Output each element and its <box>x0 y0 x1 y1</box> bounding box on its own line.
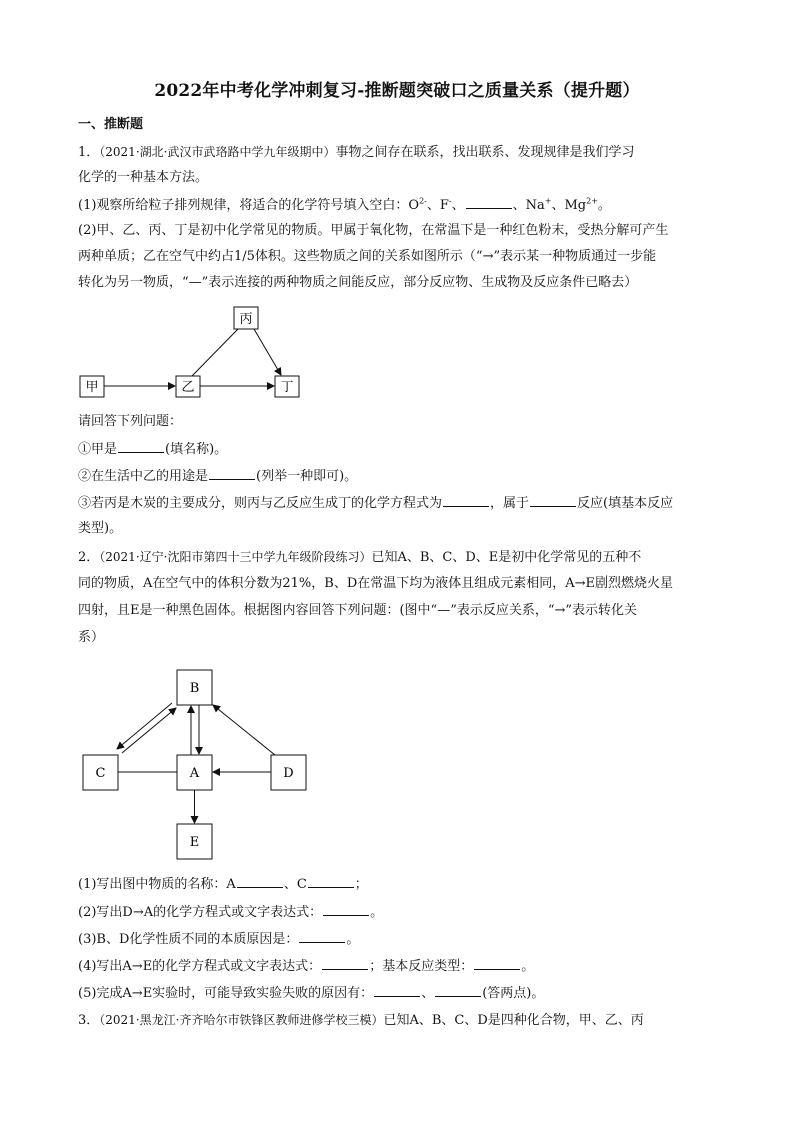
q1-ask: 请回答下列问题： <box>78 414 183 429</box>
q2-intro-line3: 四射，且E是一种黑色固体。根据图内容回答下列问题：(图中“—”表示反应关系，“→”表示转化关 <box>78 603 638 618</box>
q2-p5-c: (答两点)。 <box>482 986 545 1001</box>
q1-box-bing <box>234 307 258 329</box>
q2-intro-line4: 系） <box>78 630 105 645</box>
q1-part2-line3: 转化为另一物质，“—”表示连接的两种物质之间能反应，部分反应物、生成物及反应条件已略去） <box>78 275 638 290</box>
q1-box-ding <box>275 376 299 397</box>
q1-p1-d: 、Na <box>512 198 545 213</box>
q1-p1-sup1: 2- <box>419 196 427 206</box>
q2-box-E <box>177 824 212 859</box>
q2-part4 <box>78 957 718 976</box>
line-bing-yi <box>192 329 238 376</box>
q1-label-bing: 丙 <box>239 312 253 327</box>
arrow-bing-to-ding <box>254 329 281 375</box>
q1-answer2 <box>78 467 718 486</box>
q1-p1-f: 。 <box>597 198 611 213</box>
answer-blank[interactable] <box>474 957 520 970</box>
q1-p1-c: 、 <box>451 198 465 213</box>
q2-label-B: B <box>189 681 200 696</box>
q1-label-jia: 甲 <box>85 380 99 395</box>
page-title: 2022年中考化学冲刺复习-推断题突破口之质量关系（提升题） <box>154 81 640 101</box>
q2-part3 <box>78 930 718 949</box>
q2-label-C: C <box>95 766 106 781</box>
q1-a1-a: ①甲是 <box>78 442 118 457</box>
answer-blank[interactable] <box>299 930 345 943</box>
q2-intro-line1 <box>78 548 718 567</box>
q2-p3-a: (3)B、D化学性质不同的本质原因是： <box>78 932 299 947</box>
q2-p1-b: 、C <box>283 877 307 892</box>
answer-blank[interactable] <box>435 984 481 997</box>
answer-blank[interactable] <box>323 903 369 916</box>
q2-box-B <box>177 670 212 705</box>
section-heading: 一、推断题 <box>78 117 144 132</box>
q2-p5-b: 、 <box>421 986 435 1001</box>
q1-a3-a: ③若丙是木炭的主要成分，则丙与乙反应生成丁的化学方程式为 <box>78 496 443 511</box>
q2-p4-c: 。 <box>521 959 535 974</box>
q2-p4-a: (4)写出A→E的化学方程式或文字表达式： <box>78 959 322 974</box>
q2-p1-c: ； <box>354 877 368 892</box>
q1-intro-a: 事物之间存在联系，找出联系、发现规律是我们学习 <box>335 145 635 160</box>
answer-blank[interactable] <box>209 467 255 480</box>
q3-number: 3． <box>78 1013 100 1028</box>
arrow-D-to-B <box>213 705 275 755</box>
q1-a1-b: (填名称)。 <box>165 442 228 457</box>
q2-box-D <box>271 755 306 790</box>
q1-p1-sup4: 2+ <box>586 196 598 206</box>
q3-source: （2021·黑龙江·齐齐哈尔市铁锋区教师进修学校三模） <box>99 1013 384 1027</box>
q2-intro-a: 已知A、B、C、D、E是初中化学常见的五种不 <box>371 550 642 565</box>
q2-box-C <box>83 755 118 790</box>
answer-blank[interactable] <box>118 440 164 453</box>
q2-part2 <box>78 903 718 922</box>
q1-p1-e: 、Mg <box>551 198 587 213</box>
q2-label-E: E <box>189 835 200 850</box>
answer-blank[interactable] <box>374 984 420 997</box>
q1-intro-line2: 化学的一种基本方法。 <box>78 170 209 185</box>
answer-blank[interactable] <box>237 875 283 888</box>
q3-intro-line1 <box>78 1011 718 1030</box>
q1-label-ding: 丁 <box>280 380 294 395</box>
q1-part2-line2: 两种单质；乙在空气中约占1/5体积。这些物质之间的关系如图所示（“→”表示某一种物质通过一步能 <box>78 249 657 264</box>
q2-label-D: D <box>283 766 294 781</box>
q2-p2-a: (2)写出D→A的化学方程式或文字表达式： <box>78 905 323 920</box>
q3-intro-a: 已知A、B、C、D是四种化合物，甲、乙、丙 <box>383 1013 644 1028</box>
q2-p1-a: (1)写出图中物质的名称：A <box>78 877 236 892</box>
answer-blank[interactable] <box>443 494 489 507</box>
q1-number: 1． <box>78 145 100 160</box>
q1-p1-sup3: + <box>544 196 552 206</box>
q1-a2-b: (列举一种即可)。 <box>256 469 358 484</box>
q1-a3-b: ，属于 <box>490 496 530 511</box>
q1-part2-line1: (2)甲、乙、丙、丁是初中化学常见的物质。甲属于氧化物，在常温下是一种红色粉末，受热分解可产生 <box>78 223 669 238</box>
q2-number: 2． <box>78 550 100 565</box>
q1-p1-b: 、F <box>426 198 449 213</box>
q2-p3-b: 。 <box>346 932 360 947</box>
q2-box-A <box>177 755 212 790</box>
q1-p1-a: (1)观察所给粒子排列规律，将适合的化学符号填入空白：O <box>78 198 420 213</box>
q1-label-yi: 乙 <box>181 380 195 395</box>
arrow-B-to-C <box>117 703 172 749</box>
answer-blank[interactable] <box>530 494 576 507</box>
q1-answer1 <box>78 440 718 459</box>
answer-blank[interactable] <box>322 957 368 970</box>
q1-a2-a: ②在生活中乙的用途是 <box>78 469 209 484</box>
q2-p4-b: ；基本反应类型： <box>369 959 474 974</box>
q2-label-A: A <box>189 766 200 781</box>
q2-p2-b: 。 <box>370 905 384 920</box>
q2-part5 <box>78 984 718 1003</box>
q2-source: （2021·辽宁·沈阳市第四十三中学九年级阶段练习） <box>99 550 372 564</box>
q2-intro-line2: 同的物质，A在空气中的体积分数为21%，B、D在常温下均为液体且组成元素相同，A→E剧烈燃烧火星 <box>78 576 674 591</box>
q2-part1 <box>78 875 718 894</box>
q1-box-jia <box>80 376 104 397</box>
q1-source: （2021·湖北·武汉市武珞路中学九年级期中） <box>99 145 336 159</box>
q1-box-yi <box>176 376 200 397</box>
q1-answer3-cont: 类型)。 <box>78 521 123 536</box>
arrow-C-to-B <box>122 708 176 753</box>
q1-a3-c: 反应(填基本反应 <box>577 496 674 511</box>
q1-p1-sup2: - <box>448 196 452 206</box>
q1-answer3 <box>78 494 718 513</box>
q2-p5-a: (5)完成A→E实验时，可能导致实验失败的原因有： <box>78 986 374 1001</box>
answer-blank[interactable] <box>308 875 354 888</box>
